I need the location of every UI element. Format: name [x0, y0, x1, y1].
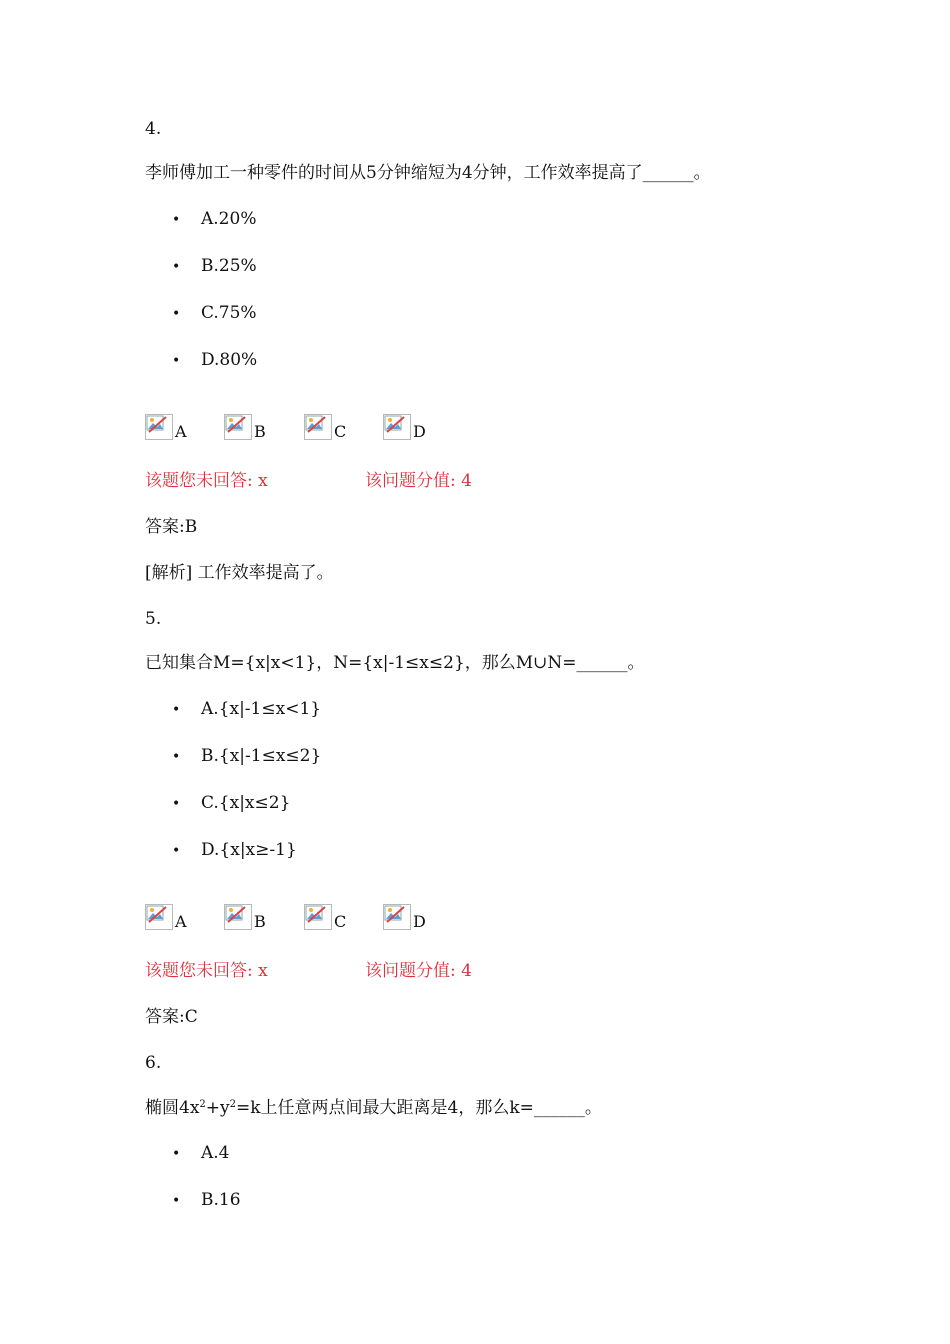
stem-text: =k上任意两点间最大距离是4，那么k=______。 [236, 1098, 602, 1118]
question-stem [145, 1097, 602, 1119]
choice-letter: D [413, 422, 426, 441]
bullet-icon: • [172, 259, 181, 275]
answer-status: 该题您未回答: x [145, 471, 268, 491]
bullet-icon: • [172, 1146, 181, 1162]
broken-image-icon [383, 414, 411, 440]
option-item [172, 208, 256, 231]
choice-b[interactable] [224, 414, 266, 440]
option-label: B.25% [201, 256, 257, 276]
question-stem: 已知集合M={x|x<1}，N={x|-1≤x≤2}，那么M∪N=______。 [145, 653, 645, 673]
option-item [172, 255, 257, 278]
bullet-icon: • [172, 353, 181, 369]
broken-image-icon [224, 414, 252, 440]
bullet-icon: • [172, 749, 181, 765]
choice-letter: B [254, 422, 266, 441]
choice-a[interactable] [145, 904, 187, 930]
option-label: D.80% [201, 350, 258, 370]
choice-letter: A [175, 912, 187, 931]
bullet-icon: • [172, 843, 181, 859]
option-label: A.{x|-1≤x<1} [201, 699, 322, 719]
option-label: A.4 [201, 1143, 230, 1163]
choice-letter: D [413, 912, 426, 931]
choice-d[interactable] [383, 414, 426, 440]
choice-b[interactable] [224, 904, 266, 930]
bullet-icon: • [172, 1193, 181, 1209]
answer-status: 该题您未回答: x [145, 961, 268, 981]
option-item [172, 745, 321, 768]
question-number: 4. [145, 119, 162, 139]
choice-d[interactable] [383, 904, 426, 930]
option-label: D.{x|x≥-1} [201, 840, 297, 860]
broken-image-icon [304, 414, 332, 440]
question-stem: 李师傅加工一种零件的时间从5分钟缩短为4分钟，工作效率提高了______。 [145, 163, 711, 183]
choice-letter: A [175, 422, 187, 441]
option-item [172, 302, 257, 325]
bullet-icon: • [172, 212, 181, 228]
choice-letter: B [254, 912, 266, 931]
option-label: B.{x|-1≤x≤2} [201, 746, 322, 766]
correct-answer: 答案:C [145, 1007, 198, 1027]
option-label: C.75% [201, 303, 257, 323]
choice-c[interactable] [304, 904, 346, 930]
bullet-icon: • [172, 702, 181, 718]
superscript: 2 [199, 1099, 206, 1110]
stem-text: +y [205, 1098, 230, 1118]
option-item [172, 792, 290, 815]
analysis-text: [解析] 工作效率提高了。 [145, 563, 334, 583]
option-item [172, 349, 257, 372]
option-label: C.{x|x≤2} [201, 793, 291, 813]
superscript: 2 [229, 1099, 237, 1110]
option-label: B.16 [201, 1190, 241, 1210]
option-item [172, 839, 297, 862]
correct-answer: 答案:B [145, 517, 198, 537]
question-score: 该问题分值: 4 [365, 471, 472, 491]
choice-letter: C [334, 912, 347, 931]
option-label: A.20% [201, 209, 257, 229]
question-number: 6. [145, 1053, 162, 1073]
broken-image-icon [145, 414, 173, 440]
option-item [172, 1142, 230, 1165]
choice-c[interactable] [304, 414, 346, 440]
broken-image-icon [145, 904, 173, 930]
broken-image-icon [304, 904, 332, 930]
stem-text: 椭圆4x [145, 1098, 200, 1118]
option-item [172, 698, 321, 721]
broken-image-icon [224, 904, 252, 930]
broken-image-icon [383, 904, 411, 930]
option-item [172, 1189, 241, 1212]
bullet-icon: • [172, 306, 181, 322]
choice-letter: C [334, 422, 347, 441]
question-score: 该问题分值: 4 [365, 961, 472, 981]
bullet-icon: • [172, 796, 181, 812]
choice-a[interactable] [145, 414, 187, 440]
question-number: 5. [145, 609, 162, 629]
